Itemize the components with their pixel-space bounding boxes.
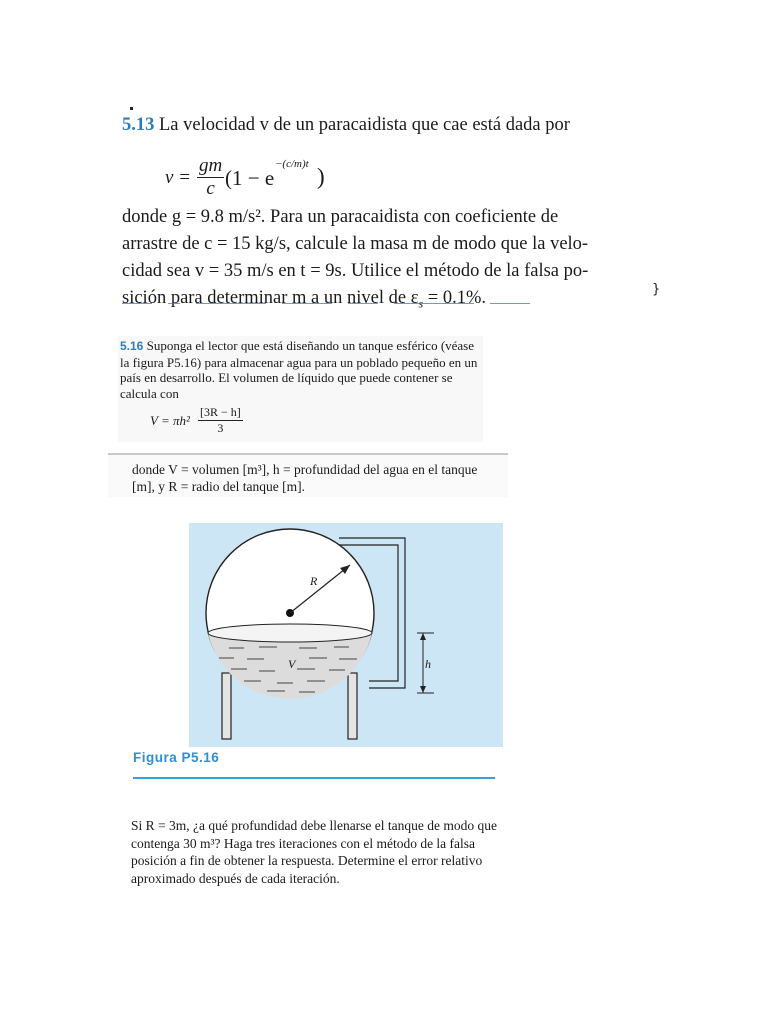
stray-brace: } bbox=[652, 282, 661, 297]
problem-number-516: 5.16 bbox=[120, 339, 144, 353]
cropped-next-line bbox=[122, 294, 582, 304]
cropped-question-line bbox=[131, 883, 491, 889]
stray-mark bbox=[130, 107, 133, 110]
body-line-2: arrastre de c = 15 kg/s, calcule la masa m de modo que la velo- bbox=[122, 234, 589, 254]
body-line-3: cidad sea v = 35 m/s en t = 9s. Utilice el método de la falsa po- bbox=[122, 261, 589, 281]
vol-eq-numerator: [3R − h] bbox=[200, 405, 241, 419]
eq-lhs: v = bbox=[165, 167, 192, 188]
label-height: h bbox=[425, 657, 431, 671]
eq-denominator: c bbox=[206, 178, 215, 199]
problem-question: Si R = 3m, ¿a qué profundidad debe llenarse el tanque de modo que contenga 30 m³? Haga tres iteraciones con el método de la falsa posición a fin de obtener la respuesta. Determine el error relativo aproximado después de cada iteración. bbox=[131, 818, 498, 886]
label-volume: V bbox=[288, 657, 296, 671]
problem-5-13 bbox=[122, 112, 612, 139]
tank-diagram bbox=[189, 523, 503, 747]
figure-spherical-tank bbox=[189, 523, 503, 747]
body-line-4-text: sición para determinar m a un nivel de ε bbox=[122, 288, 419, 308]
eq-numerator: gm bbox=[199, 155, 223, 176]
eq-paren-term: (1 − e bbox=[225, 166, 275, 190]
problem-number: 5.13 bbox=[122, 115, 155, 135]
vol-eq-fraction bbox=[198, 405, 243, 436]
body-line-4-end: = 0.1%. bbox=[423, 288, 487, 308]
variable-definitions-text: donde V = volumen [m³], h = profundidad del agua en el tanque [m], y R = radio del tanque [m]. bbox=[132, 462, 478, 494]
figure-caption: Figura P5.16 bbox=[133, 750, 220, 765]
label-radius: R bbox=[310, 574, 318, 588]
variable-definitions bbox=[108, 453, 508, 497]
vol-eq-lhs: V = πh² bbox=[150, 413, 190, 428]
problem-5-16-text bbox=[118, 336, 483, 403]
eq-close-paren: ) bbox=[317, 164, 325, 189]
body-line-1: donde g = 9.8 m/s². Para un paracaidista con coeficiente de bbox=[122, 207, 559, 227]
problem-5-16-statement: Suponga el lector que está diseñando un tanque esférico (véase la figura P5.16) para almacenar agua para un poblado pequeño en un país en desarrollo. El volumen de líquido que puede contener se calcula con bbox=[120, 338, 478, 401]
problem-5-13-heading bbox=[122, 112, 612, 139]
vol-eq-denominator: 3 bbox=[217, 421, 224, 435]
velocity-equation bbox=[165, 155, 465, 203]
eq-exponent: −(c/m)t bbox=[275, 158, 309, 170]
figure-divider bbox=[133, 777, 495, 779]
eq-fraction bbox=[197, 155, 224, 200]
problem-statement: La velocidad v de un paracaidista que cae está dada por bbox=[154, 115, 570, 135]
